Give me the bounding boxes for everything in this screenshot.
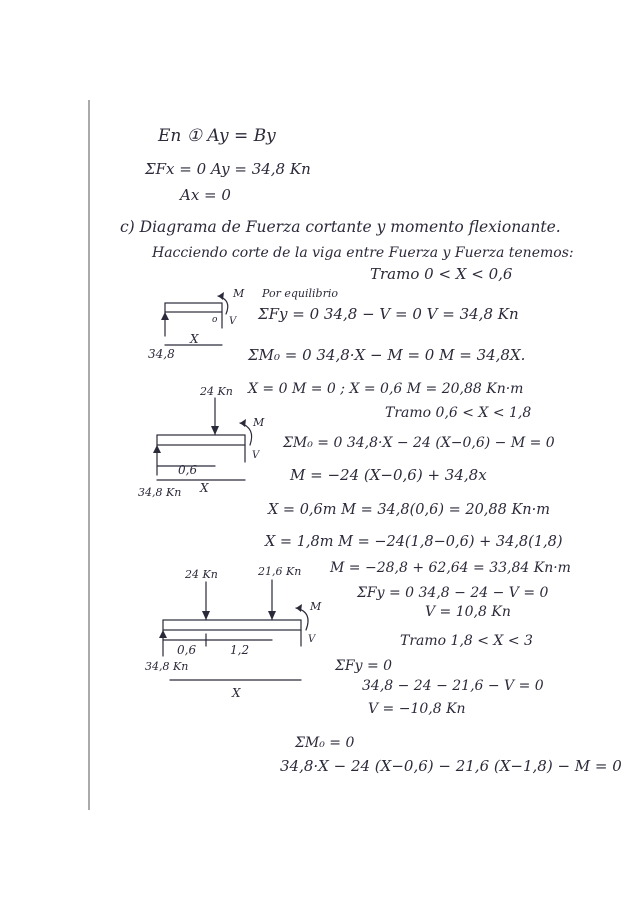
equilibrium-note: Por equilibrio bbox=[262, 287, 338, 300]
tramo-3-shear-eq: 34,8 − 24 − 21,6 − V = 0 bbox=[362, 678, 544, 694]
tramo-3-sum-fy: ΣFy = 0 bbox=[335, 658, 393, 674]
tramo-2-shear-result: V = 10,8 Kn bbox=[425, 604, 511, 620]
origin-label: o bbox=[212, 315, 218, 325]
load-2-label: 21,6 Kn bbox=[258, 565, 302, 578]
tramo-3-moment-eq: 34,8·X − 24 (X−0,6) − 21,6 (X−1,8) − M = 0 bbox=[280, 757, 622, 775]
tramo-1-moment-values: X = 0 M = 0 ; X = 0,6 M = 20,88 Kn·m bbox=[248, 381, 524, 397]
shear-label: V bbox=[252, 450, 260, 461]
x-label: X bbox=[190, 332, 199, 346]
tramo-3-shear-result: V = −10,8 Kn bbox=[368, 701, 466, 717]
reaction-label: 34,8 Kn bbox=[145, 660, 189, 673]
tramo-2-moment-at-06: X = 0,6m M = 34,8(0,6) = 20,88 Kn·m bbox=[268, 502, 550, 518]
tramo-1-shear-eq: ΣFy = 0 34,8 − V = 0 V = 34,8 Kn bbox=[258, 305, 519, 323]
load-label: 24 Kn bbox=[200, 385, 233, 398]
shear-label: V bbox=[308, 634, 316, 645]
shear-label: V bbox=[229, 316, 237, 327]
tramo-1-heading: Tramo 0 < X < 0,6 bbox=[370, 265, 513, 283]
tramo-3-sum-m: ΣM₀ = 0 bbox=[295, 735, 355, 751]
moment-label: M bbox=[253, 416, 265, 429]
d2-label: 1,2 bbox=[230, 643, 250, 657]
reaction-label: 34,8 bbox=[148, 347, 175, 361]
section-c-heading: c) Diagrama de Fuerza cortante y momento flexionante. bbox=[120, 218, 561, 236]
sum-fx-line: ΣFx = 0 Ay = 34,8 Kn bbox=[145, 160, 311, 178]
tramo-2-shear-eq: ΣFy = 0 34,8 − 24 − V = 0 bbox=[357, 585, 549, 601]
moment-label: M bbox=[233, 287, 245, 300]
x-label: X bbox=[200, 481, 209, 495]
reaction-label: 34,8 Kn bbox=[138, 486, 182, 499]
moment-label: M bbox=[310, 600, 322, 613]
tramo-2-moment-result: M = −28,8 + 62,64 = 33,84 Kn·m bbox=[330, 560, 571, 576]
section-c-subtitle: Hacciendo corte de la viga entre Fuerza y Fuerza tenemos: bbox=[152, 245, 574, 261]
d1-label: 0,6 bbox=[178, 463, 198, 477]
tramo-2-heading: Tramo 0,6 < X < 1,8 bbox=[385, 405, 532, 421]
tramo-2-moment-at-18: X = 1,8m M = −24(1,8−0,6) + 34,8(1,8) bbox=[265, 534, 563, 550]
ax-line: Ax = 0 bbox=[180, 186, 231, 204]
tramo-1-moment-eq: ΣM₀ = 0 34,8·X − M = 0 M = 34,8X. bbox=[248, 346, 526, 364]
tramo-2-moment-expr: M = −24 (X−0,6) + 34,8x bbox=[290, 466, 487, 484]
load-1-label: 24 Kn bbox=[185, 568, 218, 581]
d1-label: 0,6 bbox=[177, 643, 197, 657]
tramo-2-moment-eq: ΣM₀ = 0 34,8·X − 24 (X−0,6) − M = 0 bbox=[283, 435, 555, 451]
tramo-3-heading: Tramo 1,8 < X < 3 bbox=[400, 633, 533, 649]
support-equality-line: En ① Ay = By bbox=[158, 126, 276, 146]
x-label: X bbox=[232, 686, 241, 700]
